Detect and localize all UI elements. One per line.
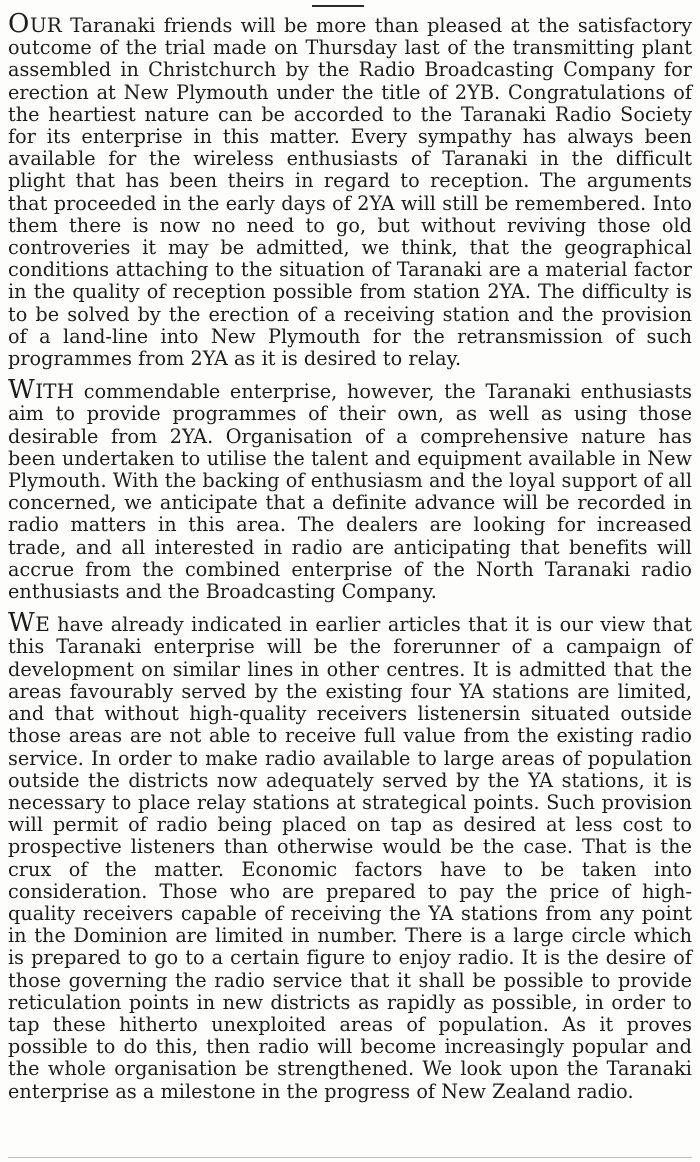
opening-word: E (35, 612, 50, 637)
bottom-edge-rule (8, 1157, 692, 1158)
editorial-column (8, 9, 693, 1103)
top-divider-rule (312, 5, 364, 7)
drop-initial: W (8, 608, 36, 639)
drop-initial: O (8, 9, 30, 39)
paragraph-body: have already indicated in earlier articles that it is our view that this Taranaki enterprise will be the forerunner of a campaign of development on similar lines in other centres. It is admitted that the areas favourably served by the existing four YA stations are limited, and that without high-quality receivers listenersin situated outside those areas are not able to receive full value from the existing radio service. In order to make radio available to large areas of population outside the districts now adequately served by the YA stations, it is necessary to place relay stations at strategical points. Such provision will permit of radio being placed on tap as desired at less cost to prospective listeners than otherwise would be the case. That is the crux of the matter. Economic factors have to be taken into consideration. Those who are prepared to pay the price of high-quality receivers capable of receiving the YA stations from any point in the Dominion are limited in number. There is a large circle which is prepared to go to a certain figure to enjoy radio. It is the desire of those governing the radio service that it shall be possible to provide reticulation points in new districts as rapidly as possible, in order to tap these hitherto unexploited areas of population. As it proves possible to do this, then radio will become increasingly popular and the whole organisation be strengthened. We look upon the Taranaki enterprise as a milestone in the progress of New Zealand radio. (8, 613, 692, 1103)
drop-initial: W (8, 375, 36, 406)
paragraph-body: Taranaki friends will be more than pleased at the satisfactory outcome of the trial made on Thursday last of the transmitting plant assembled in Christchurch by the Radio Broadcasting Company for erection at New Plymouth under the title of 2YB. Congratulations of the heartiest nature can be accorded to the Taranaki Radio Society for its enterprise in this matter. Every sympathy has always been available for the wireless enthusiasts of Taranaki in the difficult plight that has been theirs in regard to reception. The arguments that proceeded in the early days of 2YA will still be remembered. Into them there is now no need to go, but without reviving those old controveries it may be admitted, we think, that the geographical conditions attaching to the situation of Taranaki are a material factor in the quality of reception possible from station 2YA. The difficulty is to be solved by the erection of a receiving station and the provision of a land-line into New Plymouth for the retransmission of such programmes from 2YA as it is desired to relay. (8, 14, 692, 371)
paragraph-relay-stations (8, 608, 692, 1103)
opening-word: UR (29, 13, 62, 37)
paragraph-commendable-enterprise (8, 375, 693, 604)
opening-word: ITH (35, 379, 75, 404)
paragraph-taranaki-trial (8, 9, 692, 371)
paragraph-body: commendable enterprise, however, the Taranaki enthusiasts aim to provide programmes of their own, as well as using those desirable from 2YA. Organisation of a comprehensive nature has been undertaken to utilise the talent and equipment available in New Plymouth. With the backing of enthusiasm and the loyal support of all concerned, we anticipate that a definite advance will be recorded in radio matters in this area. The dealers are looking for increased trade, and all interested in radio are anticipating that benefits will accrue from the combined enterprise of the North Taranaki radio enthusiasts and the Broadcasting Company. (8, 380, 693, 604)
